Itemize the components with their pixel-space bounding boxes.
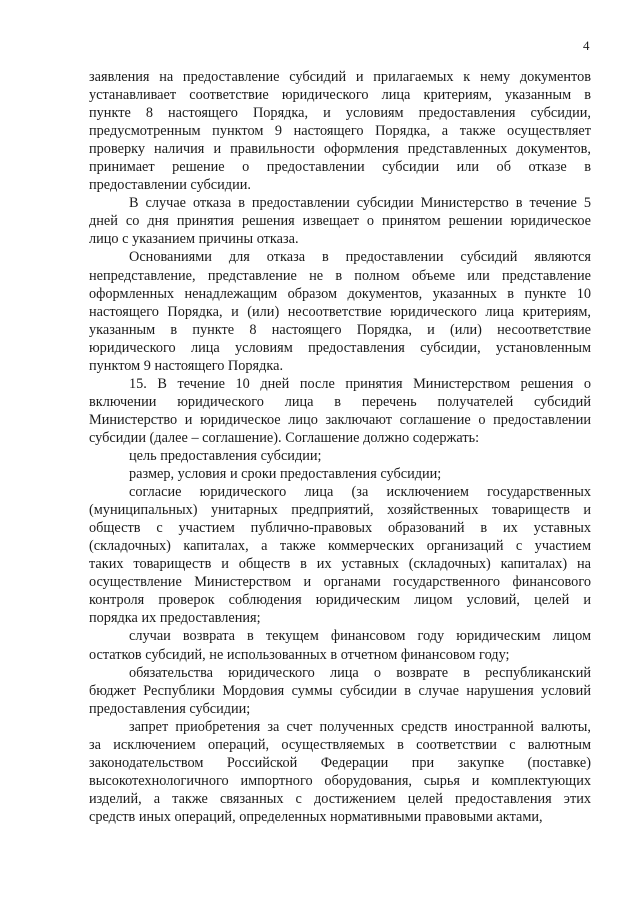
paragraph — [89, 375, 591, 447]
text-line: изделий, а также связанных с достижением целей предоставления этих — [89, 790, 591, 807]
text-line: согласие юридического лица (за исключением государственных — [129, 484, 591, 501]
text-line: указанным в пункте 8 настоящего Порядка, и (или) несоответствие — [89, 321, 591, 338]
text-line: контроля проверок соблюдения юридическим лицом условий, целей и — [89, 592, 591, 609]
text-line: средств иных операций, определенных нормативными правовыми актами, — [89, 808, 543, 825]
paragraph — [89, 718, 591, 826]
text-line: высокотехнологичного импортного оборудования, сырья и комплектующих — [89, 772, 591, 789]
text-line: запрет приобретения за счет полученных средств иностранной валюты, — [129, 718, 591, 735]
text-line: юридического лица условиям предоставления субсидии, установленным — [89, 339, 591, 356]
paragraph — [89, 447, 591, 465]
text-line: (складочных) капиталах, а также коммерческих организаций с участием — [89, 538, 591, 555]
text-line: предоставления субсидии; — [89, 700, 251, 717]
text-line: за исключением операций, осуществляемых в соответствии с валютным — [89, 736, 591, 753]
text-line: обязательства юридического лица о возврате в республиканский — [129, 664, 591, 681]
paragraph — [89, 248, 591, 374]
text-line: законодательством Российской Федерации при закупке (поставке) — [89, 754, 591, 771]
paragraph — [89, 627, 591, 663]
text-line: проверку наличия и правильности оформления представленных документов, — [89, 141, 591, 158]
text-line: заявления на предоставление субсидий и прилагаемых к нему документов — [89, 69, 591, 85]
text-line: обществ с участием публично-правовых образований в их уставных — [89, 520, 591, 537]
text-line: субсидии (далее – соглашение). Соглашение должно содержать: — [89, 429, 480, 446]
text-line: непредставление, представление не в полном объеме или представление — [89, 267, 591, 284]
text-line: Министерство и юридическое лицо заключают соглашение о предоставлении — [89, 411, 591, 428]
paragraph — [89, 483, 591, 627]
text-line: цель предоставления субсидии; — [129, 447, 322, 464]
text-line: оформленных ненадлежащим образом документов, указанных в пункте 10 — [89, 285, 591, 302]
page-number: 4 — [583, 38, 590, 53]
text-line: предоставлении субсидии. — [89, 177, 251, 194]
text-line: принимает решение о предоставлении субсидии или об отказе в — [89, 159, 591, 176]
paragraph — [89, 194, 591, 248]
text-line: настоящего Порядка, и (или) несоответствие юридического лица критериям, — [89, 303, 591, 320]
text-line: предусмотренным пунктом 9 настоящего Порядка, а также осуществляет — [89, 123, 591, 140]
text-line: Основаниями для отказа в предоставлении субсидий являются — [129, 249, 591, 266]
text-line: дней со дня принятия решения извещает о принятом решении юридическое — [89, 213, 591, 230]
text-line: 15. В течение 10 дней после принятия Министерством решения о — [129, 375, 591, 392]
text-line: случаи возврата в текущем финансовом году юридическим лицом — [129, 628, 591, 645]
text-line: пункте 8 настоящего Порядка, и условиям предоставления субсидии, — [89, 105, 591, 122]
text-line: размер, условия и сроки предоставления субсидии; — [129, 466, 442, 483]
text-line: лицо с указанием причины отказа. — [89, 231, 299, 248]
text-line: остатков субсидий, не использованных в отчетном финансовом году; — [89, 646, 510, 663]
document-body — [89, 68, 591, 826]
text-line: порядка их предоставления; — [89, 610, 261, 627]
text-line: пунктом 9 настоящего Порядка. — [89, 357, 284, 374]
text-line: осуществление Министерством и органами государственного финансового — [89, 574, 591, 591]
text-line: В случае отказа в предоставлении субсидии Министерство в течение 5 — [129, 195, 591, 212]
text-line: таких товариществ и обществ в их уставных (складочных) капиталах) на — [89, 556, 591, 573]
text-line: включении юридического лица в перечень получателей субсидий — [89, 393, 591, 410]
text-line: устанавливает соответствие юридического лица критериям, указанным в — [89, 87, 591, 104]
text-line: бюджет Республики Мордовия суммы субсидии в случае нарушения условий — [89, 682, 591, 699]
paragraph — [89, 465, 591, 483]
paragraph — [89, 68, 591, 194]
paragraph — [89, 664, 591, 718]
text-line: (муниципальных) унитарных предприятий, хозяйственных товариществ и — [89, 502, 591, 519]
